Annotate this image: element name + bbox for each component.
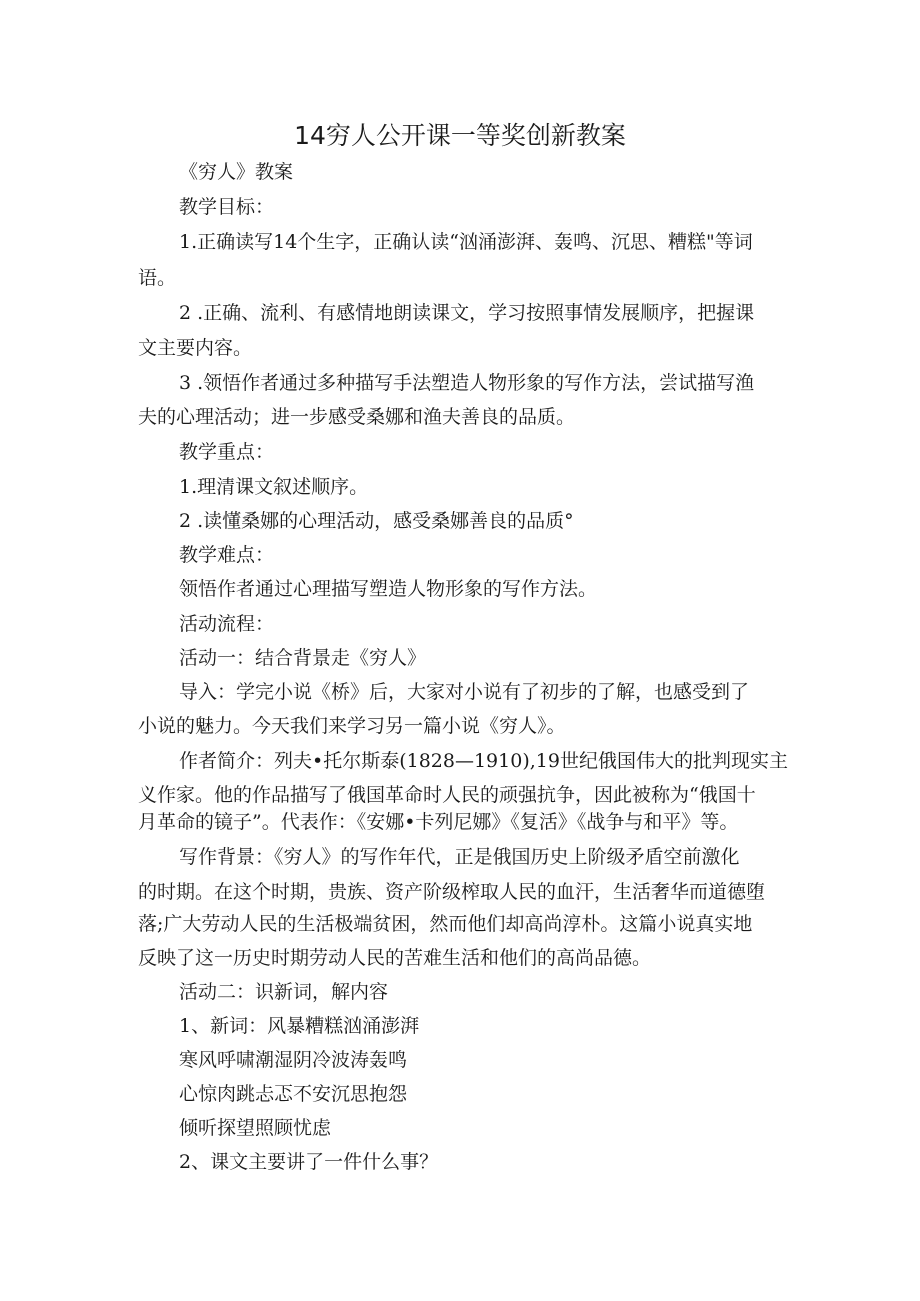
text-line: 倾听探望照顾忧虑 <box>179 1117 332 1139</box>
text-line: 文主要内容。 <box>138 337 253 359</box>
text-line: 落;广大劳动人民的生活极端贫困，然而他们却高尚淳朴。这篇小说真实地 <box>138 913 753 935</box>
text-line: 教学难点： <box>179 544 275 566</box>
text-line: 2 .正确、流利、有感情地朗读课文，学习按照事情发展顺序，把握课 <box>179 302 755 324</box>
text-line: 语。 <box>138 267 177 289</box>
text-line: 夫的心理活动；进一步感受桑娜和渔夫善良的品质。 <box>138 406 576 428</box>
text-line: 写作背景：《穷人》的写作年代，正是俄国历史上阶级矛盾空前激化 <box>179 846 740 868</box>
text-line: 反映了这一历史时期劳动人民的苦难生活和他们的高尚品德。 <box>138 947 652 969</box>
text-line: 活动二：识新词，解内容 <box>179 981 389 1003</box>
text-line: 月革命的镜子”。代表作：《安娜•卡列尼娜》《复活》《战争与和平》等。 <box>138 811 739 833</box>
text-line: 活动一：结合背景走《穷人》 <box>179 647 427 669</box>
text-line: 义作家。他的作品描写了俄国革命时人民的顽强抗争，因此被称为“俄国十 <box>138 784 756 806</box>
text-line: 活动流程： <box>179 613 275 635</box>
text-line: 导入：学完小说《桥》后，大家对小说有了初步的了解，也感受到了 <box>179 681 750 703</box>
text-line: 1、新词：风暴糟糕汹涌澎湃 <box>179 1015 420 1037</box>
text-line: 2、课文主要讲了一件什么事？ <box>179 1151 439 1173</box>
text-line: 的时期。在这个时期，贵族、资产阶级榨取人民的血汗，生活奢华而道德堕 <box>138 881 766 903</box>
text-line: 教学重点： <box>179 441 275 463</box>
text-line: 作者简介：列夫•托尔斯泰(1828—1910),19世纪俄国伟大的批判现实主 <box>179 750 788 772</box>
text-line: 1.理清课文叙述顺序。 <box>179 476 369 498</box>
text-line: 寒风呼啸潮湿阴冷波涛轰鸣 <box>179 1049 408 1071</box>
text-line: 心惊肉跳忐忑不安沉思抱怨 <box>179 1083 408 1105</box>
text-line: 1.正确读写14个生字，正确认读“汹涌澎湃、轰鸣、沉思、糟糕"等词 <box>179 231 753 253</box>
text-line: 领悟作者通过心理描写塑造人物形象的写作方法。 <box>179 578 598 600</box>
text-line: 2 .读懂桑娜的心理活动，感受桑娜善良的品质° <box>179 510 574 532</box>
text-line: 3 .领悟作者通过多种描写手法塑造人物形象的写作方法，尝试描写渔 <box>179 372 755 394</box>
text-line: 教学目标： <box>179 196 275 218</box>
text-line: 《穷人》教案 <box>179 161 294 183</box>
text-line: 小说的魅力。今天我们来学习另一篇小说《穷人》。 <box>138 715 566 737</box>
document-title: 14穷人公开课一等奖创新教案 <box>294 121 626 150</box>
